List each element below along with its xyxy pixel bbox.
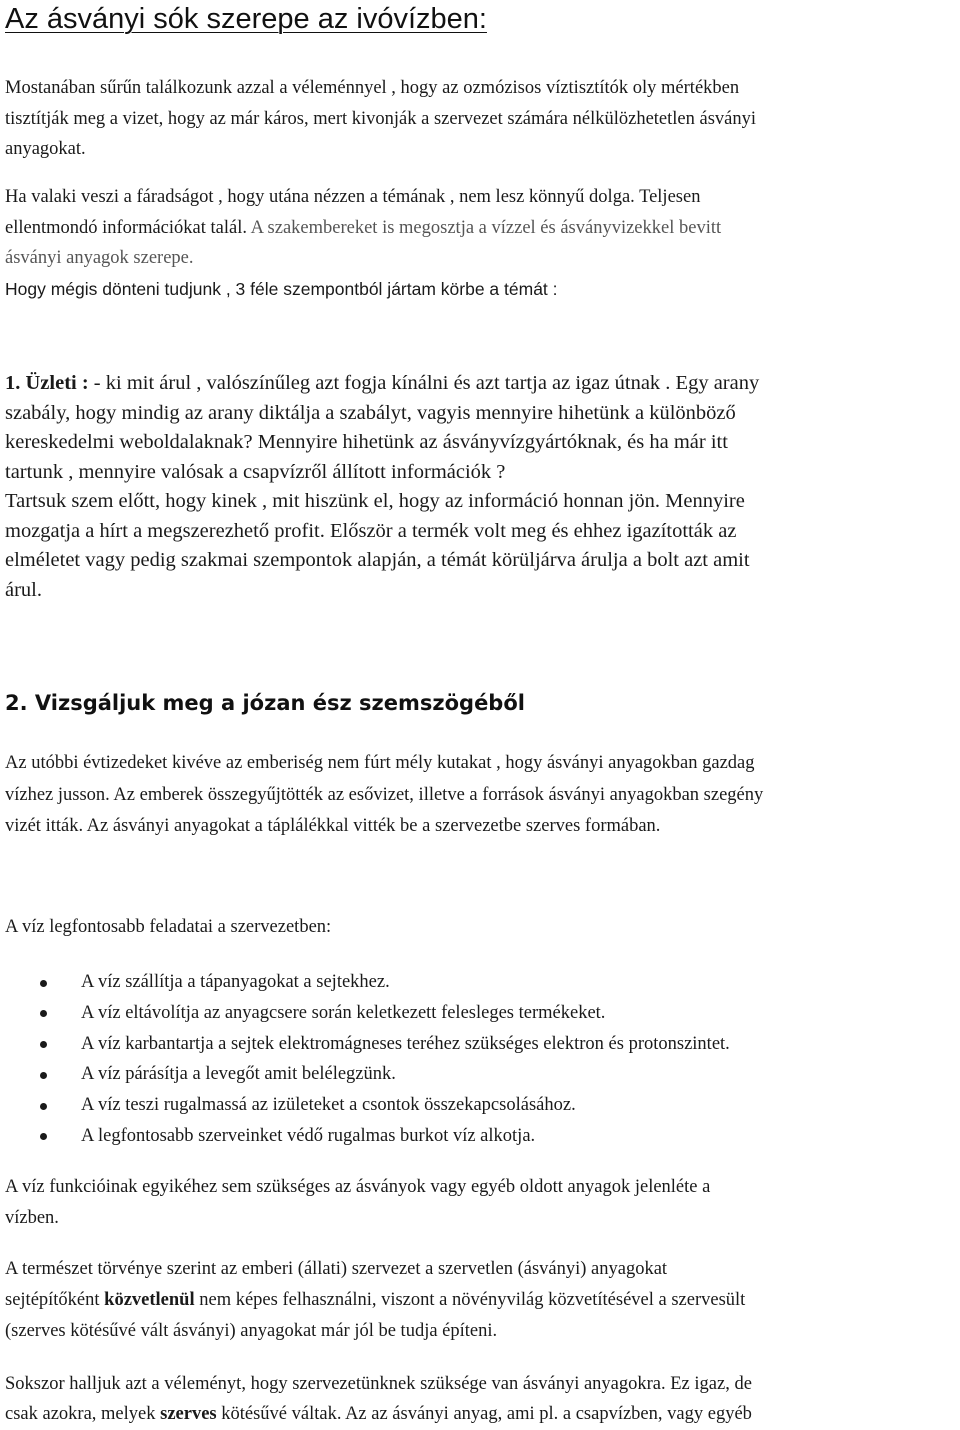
section2-line: vízhez jusson. Az emberek összegyűjtötték az esővizet, illetve a források ásványi anyagokban szegény — [5, 785, 764, 805]
para2-gray-text: A szakembereket is megosztja a vízzel és ásványvizekkel bevitt — [250, 217, 722, 238]
list-item-text: A víz eltávolítja az anyagcsere során keletkezett felesleges termékeket. — [81, 1002, 606, 1023]
nature-para-line — [5, 1285, 745, 1316]
nature-text: nem képes felhasználni, viszont a növényvilág közvetítésével a szervesült — [194, 1290, 746, 1310]
functions-para-line: A víz funkcióinak egyikéhez sem szükséges az ásványok vagy egyéb oldott anyagok jelenléte a — [5, 1177, 711, 1197]
last-para-line — [5, 1399, 752, 1430]
section1-line: szabály, hogy mindig az arany diktálja a szabályt, vagyis mennyire hihetünk a különböző — [5, 401, 736, 424]
list-item-text: A víz karbantartja a sejtek elektromágneses teréhez szükséges elektron és protonszintet. — [81, 1033, 730, 1054]
last-text: kötésűvé váltak. Az az ásványi anyag, ami pl. a csapvízben, vagy egyéb — [216, 1404, 752, 1424]
list-item-text: A legfontosabb szerveinket védő rugalmas burkot víz alkotja. — [81, 1125, 536, 1146]
para2-line: ásványi anyagok szerepe. — [5, 248, 194, 268]
list-item — [5, 1090, 730, 1121]
intro-line: Mostanában sűrűn találkozunk azzal a véleménnyel , hogy az ozmózisos víztisztítók oly mértékben — [5, 78, 740, 98]
bullet-icon — [40, 1103, 47, 1110]
section1-text: - ki mit árul , valószínűleg azt fogja kínálni és azt tartja az igaz útnak . Egy arany — [88, 372, 760, 394]
document-title: Az ásványi sók szerepe az ivóvízben: — [5, 3, 487, 35]
section2-line: Az utóbbi évtizedeket kivéve az emberiség nem fúrt mély kutakat , hogy ásványi anyagokban gazdag — [5, 753, 755, 773]
nature-para-line: (szerves kötésűvé vált ásványi) anyagokat már jól be tudja építeni. — [5, 1321, 498, 1341]
functions-para-line: vízben. — [5, 1208, 59, 1228]
section1-line: kereskedelmi weboldalaknak? Mennyire hihetünk az ásványvízgyártóknak, és ha már itt — [5, 431, 728, 453]
section1-line — [5, 369, 759, 399]
functions-list — [5, 967, 730, 1152]
list-item-text: A víz szállítja a tápanyagokat a sejtekhez. — [81, 972, 390, 992]
section1-line: mozgatja a hírt a megszerezhető profit. Először a termék volt meg és ehhez igazították az — [5, 519, 737, 542]
section1-label: 1. Üzleti : — [5, 372, 89, 394]
list-item — [5, 967, 730, 998]
intro-line: anyagokat. — [5, 139, 86, 159]
bullet-icon — [40, 1072, 47, 1079]
para2-text: ellentmondó információkat talál. — [5, 217, 251, 238]
intro-line: tisztítják meg a vizet, hogy az már káros, mert kivonják a szervezet számára nélkülözhetetlen ásványi — [5, 108, 757, 129]
last-text: csak azokra, melyek — [5, 1404, 161, 1424]
nature-para-line: A természet törvénye szerint az emberi (állati) szervezet a szervetlen (ásványi) anyagokat — [5, 1259, 668, 1279]
list-item — [5, 1059, 730, 1090]
bullet-icon — [40, 1133, 47, 1140]
section1-line: Tartsuk szem előtt, hogy kinek , mit hiszünk el, hogy az információ honnan jön. Mennyire — [5, 490, 745, 512]
last-para-line: Sokszor halljuk azt a véleményt, hogy szervezetünknek szüksége van ásványi anyagokra. Ez igaz, de — [5, 1374, 752, 1394]
nature-text: sejtépítőként — [5, 1290, 105, 1310]
list-item — [5, 1029, 730, 1060]
last-bold-text: szerves — [160, 1404, 217, 1424]
para2-line — [5, 213, 721, 244]
nature-bold-text: közvetlenül — [104, 1290, 195, 1310]
section2-line: vizét itták. Az ásványi anyagokat a táplálékkal vitték be a szervezetbe szerves formában. — [5, 816, 661, 836]
para2-line: Ha valaki veszi a fáradságot , hogy utána nézzen a témának , nem lesz könnyű dolga. Teljesen — [5, 187, 701, 207]
bullet-icon — [40, 1010, 47, 1017]
section1-line: árul. — [5, 578, 42, 601]
section1-line: tartunk , mennyire valósak a csapvízről állított információk ? — [5, 460, 506, 483]
list-item-text: A víz teszi rugalmassá az izületeket a csontok összekapcsolásához. — [81, 1095, 576, 1116]
list-item — [5, 998, 730, 1029]
section1-line: elméletet vagy pedig szakmai szempontok alapján, a témát körüljárva árulja a bolt azt amit — [5, 549, 750, 571]
bullet-icon — [40, 980, 47, 987]
bullet-icon — [40, 1041, 47, 1048]
para2-line: Hogy mégis dönteni tudjunk , 3 féle szempontból jártam körbe a témát : — [5, 279, 558, 299]
functions-heading: A víz legfontosabb feladatai a szervezetben: — [5, 917, 332, 937]
section2-heading: 2. Vizsgáljuk meg a józan ész szemszögéből — [5, 691, 525, 715]
list-item — [5, 1121, 730, 1152]
list-item-text: A víz párásítja a levegőt amit belélegzünk. — [81, 1064, 396, 1085]
